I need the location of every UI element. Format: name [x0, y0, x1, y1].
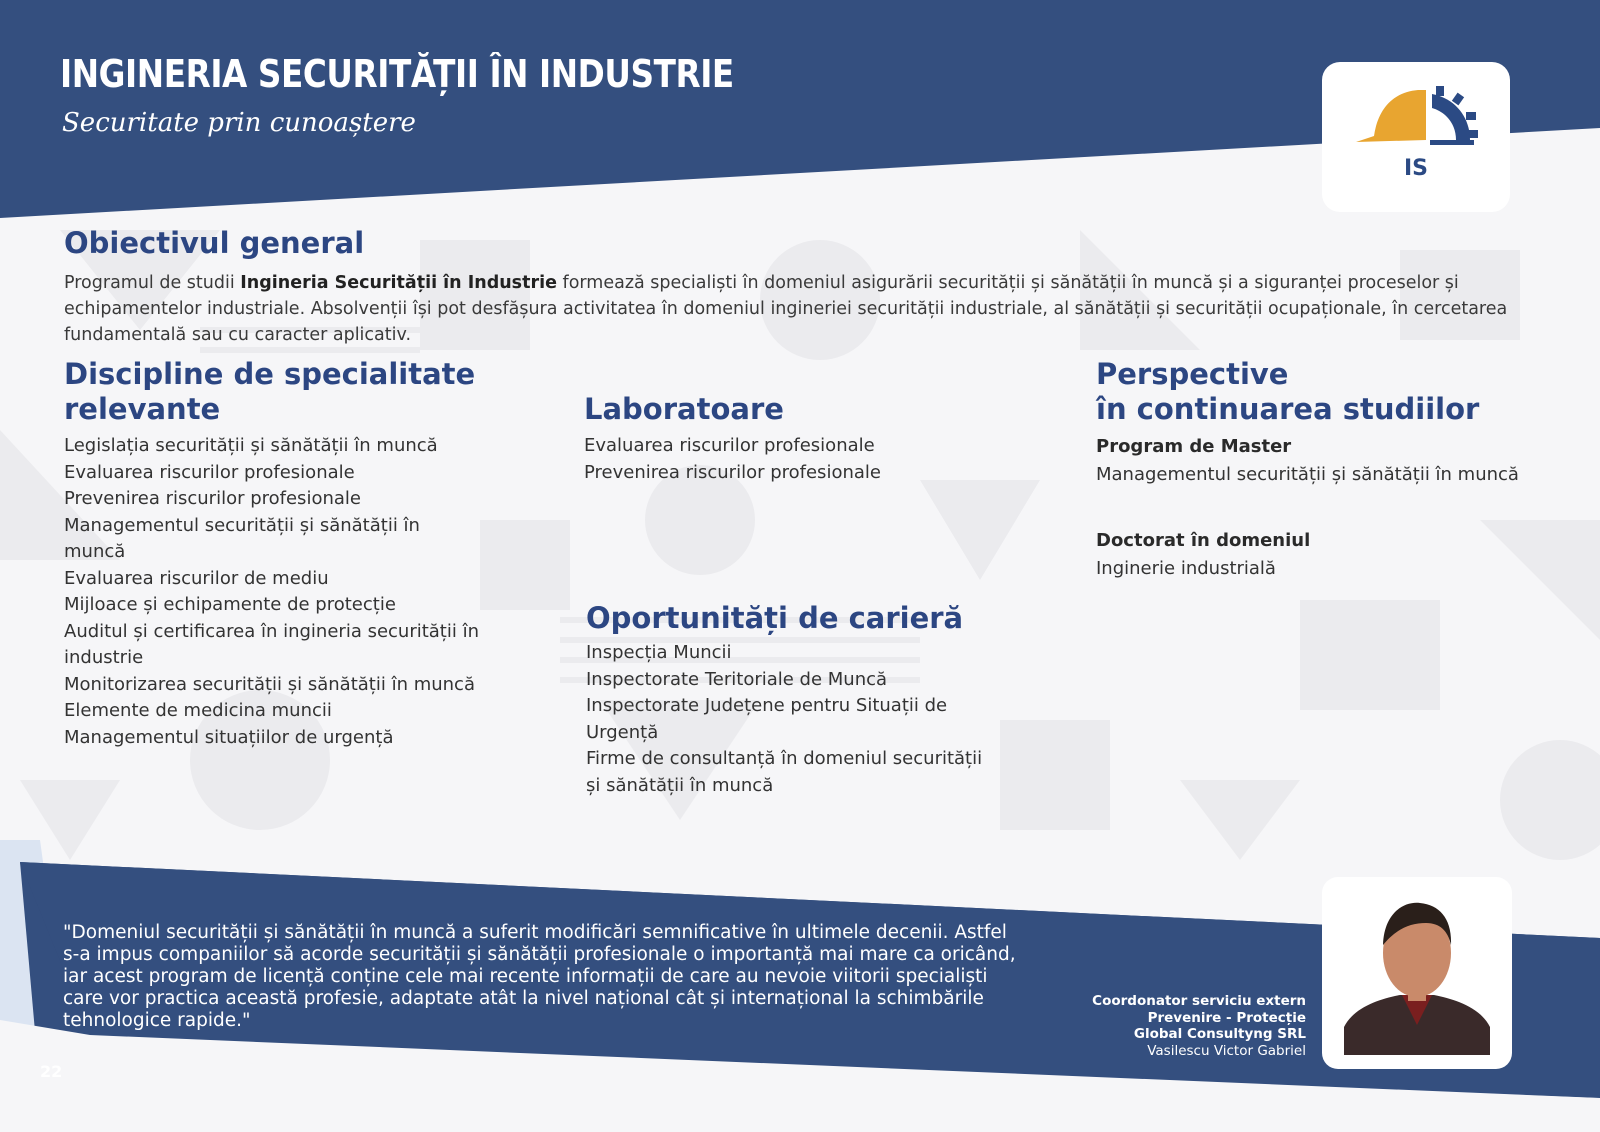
list-item: Firme de consultanță în domeniul securității și sănătății în muncă	[586, 748, 983, 796]
author-photo	[1322, 877, 1512, 1069]
list-item: Inspecția Muncii	[586, 642, 732, 663]
list-item: Prevenirea riscurilor profesionale	[64, 488, 361, 509]
list-item: Monitorizarea securității și sănătății în muncă	[64, 673, 475, 695]
objective-text-bold: Ingineria Securității în Industrie	[240, 273, 557, 293]
hardhat-gear-icon	[1352, 84, 1480, 154]
page-number: 22	[40, 1062, 63, 1081]
objective-text-post: formează specialiști în domeniul asigurării securității și sănătății în muncă și a siguranței proceselor și echipamentelor industriale. Absolvenții își pot desfășura activitatea în domeniul ingineriei securității industriale, al sănătății și securității ocupaționale, în cercetarea fundamentală sau cu caracter aplicativ.	[64, 273, 1508, 345]
careers-section	[586, 601, 1006, 799]
list-item: Evaluarea riscurilor profesionale	[584, 435, 875, 456]
author-role-line2: Prevenire - Protecție	[1147, 1009, 1306, 1026]
list-item: Managementul situațiilor de urgență	[64, 726, 394, 748]
perspectives-heading	[1096, 357, 1576, 427]
person-portrait-icon	[1344, 895, 1490, 1055]
testimonial-author	[1060, 993, 1306, 1059]
list-item: Evaluarea riscurilor profesionale	[64, 461, 355, 483]
perspectives-heading-line1: Perspective	[1096, 357, 1289, 391]
disciplines-heading-line2: relevante	[64, 392, 221, 426]
disciplines-section	[64, 357, 504, 751]
author-role-line1: Coordonator serviciu extern	[1092, 993, 1306, 1009]
perspectives-section	[1096, 357, 1576, 583]
doctorate-value: Inginerie industrială	[1096, 558, 1276, 579]
list-item: Auditul și certificarea în ingineria securității în industrie	[64, 620, 480, 668]
list-item: Elemente de medicina muncii	[64, 700, 332, 721]
labs-heading: Laboratoare	[584, 392, 784, 426]
logo-text: IS	[1403, 156, 1429, 181]
disciplines-list	[64, 433, 484, 751]
objective-text-pre: Programul de studii	[64, 273, 241, 293]
program-logo	[1322, 62, 1510, 212]
objective-section	[64, 226, 364, 261]
disciplines-heading-line1: Discipline de specialitate	[64, 357, 476, 391]
list-item: Evaluarea riscurilor de mediu	[64, 567, 329, 589]
list-item: Legislația securității și sănătății în muncă	[64, 435, 438, 456]
testimonial-quote: "Domeniul securității și sănătății în muncă a suferit modificări semnificative în ultimele decenii. Astfel s-a impus companiilor să acorde securității și sănătății profesionale o importanță mai mare ca oricând, iar acest program de licență conține cele mai recente informații de care au nevoie viitorii specialiști care vor practica această profesie, adaptate atât la nivel național cât și internațional la schimbările tehnologice rapide."	[63, 922, 1016, 1031]
objective-text	[64, 270, 1544, 348]
author-name: Vasilescu Victor Gabriel	[1147, 1042, 1306, 1059]
list-item: Prevenirea riscurilor profesionale	[584, 461, 881, 483]
list-item: Managementul securității și sănătății în muncă	[64, 514, 420, 562]
careers-list	[586, 640, 986, 799]
page-title: INGINERIA SECURITĂȚII ÎN INDUSTRIE	[60, 52, 734, 96]
list-item: Mijloace și echipamente de protecție	[64, 594, 396, 615]
list-item: Inspectorate Teritoriale de Muncă	[586, 668, 888, 690]
disciplines-heading	[64, 357, 504, 427]
labs-list	[584, 433, 1004, 486]
master-label: Program de Master	[1096, 436, 1292, 457]
list-item: Inspectorate Județene pentru Situații de Urgență	[586, 695, 948, 743]
objective-heading: Obiectivul general	[64, 226, 365, 260]
master-value: Managementul securității și sănătății în muncă	[1096, 464, 1519, 485]
page-subtitle: Securitate prin cunoaștere	[62, 108, 416, 138]
labs-section	[584, 392, 1004, 486]
doctorate-label: Doctorat în domeniul	[1096, 530, 1311, 551]
author-company: Global Consultyng SRL	[1133, 1026, 1306, 1042]
careers-heading: Oportunități de carieră	[586, 601, 964, 635]
perspectives-heading-line2: în continuarea studiilor	[1096, 392, 1480, 426]
